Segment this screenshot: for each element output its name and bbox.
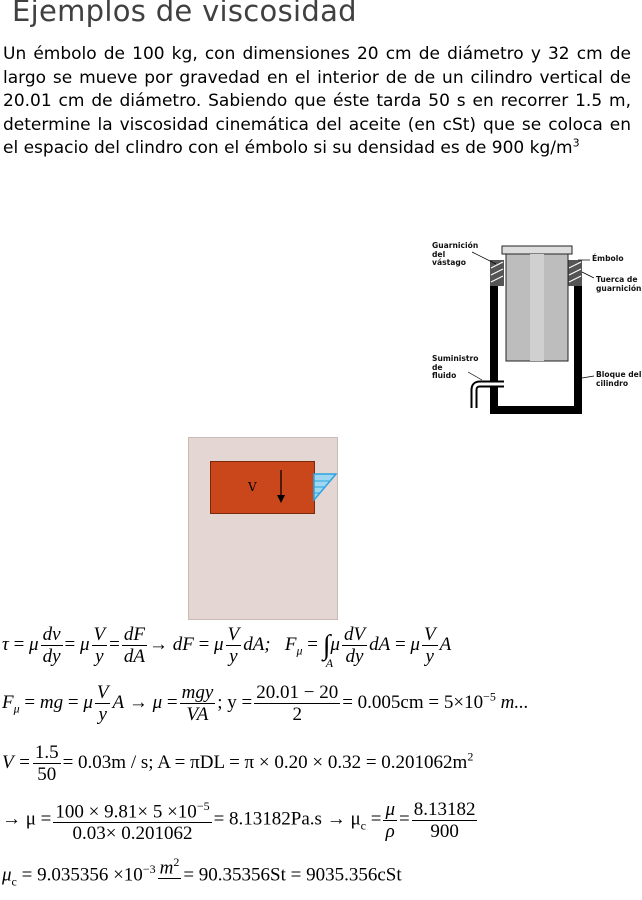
- label-guarnicion-vastago: Guarnición del vástago: [432, 241, 479, 267]
- velocity-label: V: [248, 480, 257, 494]
- equation-4: → μ = $\frac{100 \times 9.81\times 5 \times 10^{-5}}{0.03\times 0.201062}$ = $8.13182Pa.s \to \mu_c$ = $\frac{\mu}{\rho}$ = $\frac{8.13182}{900}$: [2, 796, 479, 844]
- equation-3: V = $\frac{1.5}{50}$ = 0.03m / s; $A = \pi DL = \pi \times 0.20 \times 0.32 = 0.201062m^2$: [2, 742, 474, 785]
- label-embolo: Émbolo: [592, 254, 624, 263]
- velocity-profile: [188, 437, 348, 537]
- problem-statement: [3, 43, 631, 161]
- cylinder-figure: [430, 238, 642, 418]
- equation-5: $\mu_c = 9.035356 \times 10^{-3}$ $m^2$ = 90.35356St = 9035.356cSt: [2, 852, 402, 900]
- problem-text: Un émbolo de 100 kg, con dimensiones 20 cm de diámetro y 32 cm de largo se mueve por gravedad en el interior de de un cilindro vertical de 20.01 cm de diámetro. Sabiendo que éste tarda 50 s en recorrer 1.5 m, determine la viscosidad cinemática del aceite (en cSt) que se coloca en el espacio del clindro con el émbolo si su densidad es de 900 kg/m: [3, 44, 631, 158]
- label-bloque: Bloque del cilindro: [596, 370, 642, 388]
- page-title: Ejemplos de viscosidad: [12, 0, 357, 28]
- label-tuerca: Tuerca de guarnición: [596, 275, 642, 293]
- label-suministro: Suministro de fluido: [432, 354, 479, 380]
- equation-2: $F_\mu$ = mg = μ $\frac{V}{y}$ A → μ = mgy VA ; y = $\frac{20.01 - 20}{2}$ = $0.005cm = 5\times 10^{-5}$ m...: [2, 682, 529, 725]
- equation-1: τ = μ $\frac{dv}{dy}$ = μ $\frac{V}{y}$ = $\frac{dF}{dA}$ → dF = μ $\frac{V}{y}$ dA; $F_\mu$ = ∫ A μ $\frac{dV}{dy}$ dA = μ $\frac{V}{y}$ A: [2, 624, 452, 670]
- problem-superscript: 3: [572, 136, 580, 150]
